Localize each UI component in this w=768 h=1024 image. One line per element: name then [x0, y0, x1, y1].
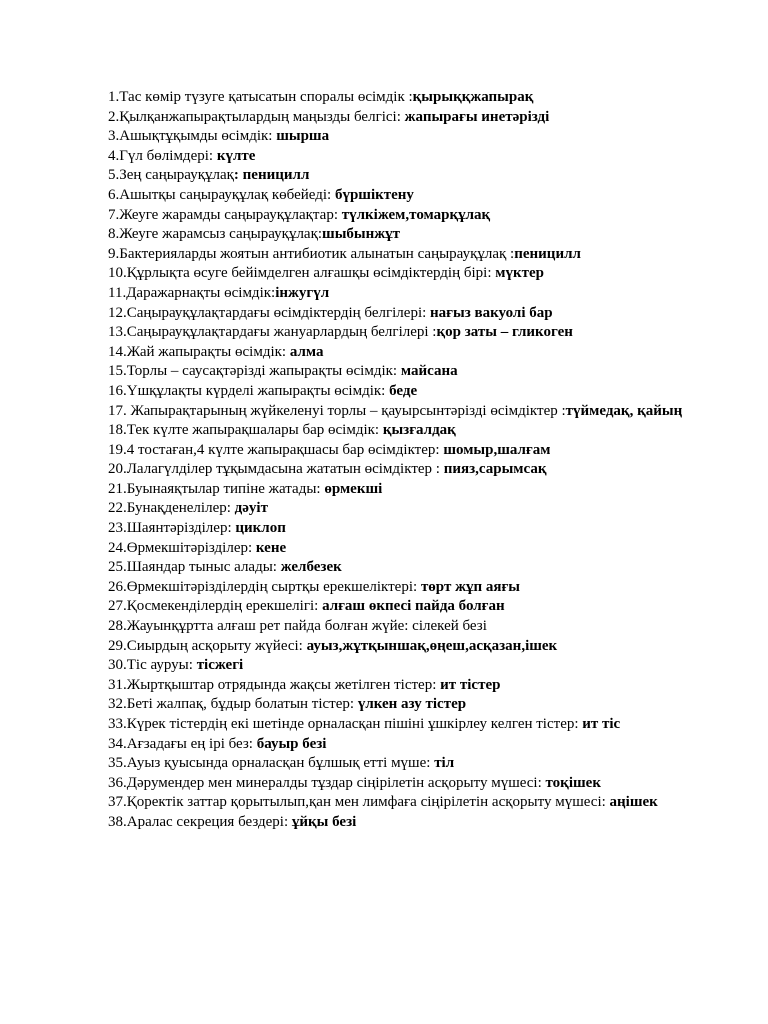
answer-text: қырыққжапырақ [412, 89, 534, 105]
question-text: 25.Шаяндар тыныс алады: [108, 559, 281, 576]
answer-text: өрмекші [324, 480, 383, 497]
answer-text: түлкіжем,томарқұлақ [341, 206, 491, 223]
question-text: 20.Лалагүлділер тұқымдасына жататын өсімдіктер : [108, 461, 444, 478]
question-text: 6.Ашытқы саңырауқұлақ көбейеді: [108, 186, 335, 203]
answer-text: ит тіс [582, 716, 621, 732]
list-item [108, 519, 718, 539]
answer-text: кене [255, 539, 287, 556]
list-item [108, 304, 718, 324]
question-text: 37.Қоректік заттар қорытылып,қан мен лимфаға сіңірілетін асқорыту мүшесі: [108, 794, 610, 811]
list-item [108, 597, 718, 617]
question-text: 1.Тас көмір түзуге қатысатын споралы өсімдік : [108, 89, 413, 105]
question-text: 17. Жапырақтарының жүйкеленуі торлы – қауырсынтәрізді өсімдіктер : [108, 402, 566, 419]
answer-text: ұйқы безі [291, 813, 357, 830]
answer-text: алма [289, 343, 324, 360]
answer-text: шыбынжұт [322, 226, 401, 243]
list-item [108, 441, 718, 461]
question-text: 8.Жеуге жарамсыз саңырауқұлақ: [108, 226, 323, 243]
question-text: 19.4 тостаған,4 күлте жапырақшасы бар өсімдіктер: [108, 441, 444, 458]
question-text: 18.Тек күлте жапырақшалары бар өсімдік: [108, 422, 383, 439]
answer-text: бауыр безі [256, 735, 327, 752]
question-text: 34.Ағзадағы ең ірі без: [108, 735, 257, 752]
question-text: 30.Тіс ауруы: [108, 657, 197, 674]
list-item [108, 343, 718, 363]
question-text: 26.Өрмекшітәрізділердің сыртқы ерекшеліктері: [108, 578, 421, 595]
answer-text: інжугүл [275, 284, 330, 301]
answer-text: ауыз,жұтқыншақ,өңеш,асқазан,ішек [306, 637, 558, 654]
list-item [108, 558, 718, 578]
question-text: 2.Қылқанжапырақтылардың маңызды белгісі: [108, 108, 405, 125]
list-item [108, 421, 718, 441]
list-item [108, 774, 718, 794]
list-item [108, 284, 718, 304]
list-item [108, 578, 718, 598]
answer-text: мүктер [495, 265, 544, 282]
question-text: 22.Бунақденелілер: [108, 500, 235, 517]
question-text: 35.Ауыз қуысында орналасқан бұлшық етті мүше: [108, 755, 435, 772]
list-item [108, 88, 718, 108]
list-item [108, 166, 718, 186]
answer-text: тоқішек [545, 774, 601, 791]
list-item [108, 264, 718, 284]
list-item [108, 676, 718, 696]
answer-text: тісжегі [196, 657, 244, 674]
answer-text: аңішек [609, 794, 658, 811]
answer-text: бүршіктену [334, 186, 414, 203]
list-item [108, 813, 718, 833]
list-item [108, 460, 718, 480]
question-text: 27.Қосмекенділердің ерекшелігі: [108, 598, 323, 615]
question-text: 36.Дәрумендер мен минералды тұздар сіңірілетін асқорыту мүшесі: [108, 774, 546, 791]
question-text: 13.Саңырауқұлақтардағы жануарлардың белгілері : [108, 324, 437, 341]
list-item [108, 793, 718, 813]
question-text: 32.Беті жалпақ, бұдыр болатын тістер: [108, 696, 358, 713]
question-text: 12.Саңырауқұлақтардағы өсімдіктердің белгілері: [108, 304, 431, 321]
question-text: 3.Ашықтұқымды өсімдік: [108, 128, 277, 145]
answer-text: майсана [400, 363, 458, 380]
answer-text: түймедақ, қайың [565, 402, 683, 419]
answer-text: ит тістер [440, 676, 501, 693]
list-item [108, 245, 718, 265]
answer-text: күлте [216, 147, 256, 164]
question-text: 7.Жеуге жарамды саңырауқұлақтар: [108, 206, 342, 223]
question-text: 5.Зең саңырауқұлақ [108, 167, 234, 184]
question-text: 14.Жай жапырақты өсімдік: [108, 343, 290, 360]
answer-text: беде [389, 382, 418, 399]
answer-text: алғаш өкпесі пайда болған [322, 598, 505, 615]
question-text: 33.Күрек тістердің екі шетінде орналасқан пішіні ұшкірлеу келген тістер: [108, 716, 583, 732]
answer-text: шомыр,шалғам [443, 441, 551, 458]
list-item [108, 362, 718, 382]
answer-text: қор заты – гликоген [436, 324, 573, 341]
list-item [108, 617, 718, 637]
question-text: 38.Аралас секреция бездері: [108, 813, 292, 830]
question-text: 29.Сиырдың асқорыту жүйесі: [108, 637, 307, 654]
question-text: 31.Жыртқыштар отрядында жақсы жетілген тістер: [108, 676, 441, 693]
list-item [108, 186, 718, 206]
list-item [108, 147, 718, 167]
question-text: 24.Өрмекшітәрізділер: [108, 539, 256, 556]
answer-text: төрт жұп аяғы [420, 578, 520, 595]
list-item [108, 127, 718, 147]
list-item [108, 715, 718, 735]
list-item [108, 637, 718, 657]
list-item [108, 323, 718, 343]
question-text: 9.Бактерияларды жоятын антибиотик алынатын саңырауқұлақ : [108, 245, 515, 262]
answer-text: нағыз вакуолі бар [430, 304, 553, 321]
question-text: 28.Жауынқұртта алғаш рет пайда болған жүйе: сілекей безі [108, 618, 487, 635]
answer-text: дәуіт [234, 500, 268, 517]
answer-text: : пеницилл [233, 167, 310, 184]
question-answer-list [108, 88, 718, 833]
answer-text: шырша [276, 128, 330, 145]
list-item [108, 402, 718, 422]
question-text: 16.Үшқұлақты күрделі жапырақты өсімдік: [108, 382, 390, 399]
list-item [108, 225, 718, 245]
list-item [108, 656, 718, 676]
list-item [108, 539, 718, 559]
answer-text: желбезек [280, 559, 342, 576]
answer-text: үлкен азу тістер [357, 696, 467, 713]
answer-text: тіл [434, 755, 455, 772]
list-item [108, 695, 718, 715]
question-text: 10.Құрлықта өсуге бейімделген алғашқы өсімдіктердің бірі: [108, 265, 496, 282]
question-text: 4.Гүл бөлімдері: [108, 147, 217, 164]
list-item [108, 735, 718, 755]
answer-text: пеницилл [514, 245, 581, 262]
question-text: 21.Буынаяқтылар типіне жатады: [108, 480, 325, 497]
answer-text: жапырағы инетәрізді [404, 108, 550, 125]
answer-text: қызғалдақ [382, 422, 456, 439]
list-item [108, 108, 718, 128]
list-item [108, 382, 718, 402]
answer-text: циклоп [235, 520, 286, 537]
question-text: 23.Шаянтәрізділер: [108, 520, 236, 537]
list-item [108, 499, 718, 519]
list-item [108, 206, 718, 226]
answer-text: пияз,сарымсақ [443, 461, 547, 478]
question-text: 11.Даражарнақты өсімдік: [108, 284, 276, 301]
list-item [108, 480, 718, 500]
question-text: 15.Торлы – саусақтәрізді жапырақты өсімдік: [108, 363, 401, 380]
list-item [108, 754, 718, 774]
